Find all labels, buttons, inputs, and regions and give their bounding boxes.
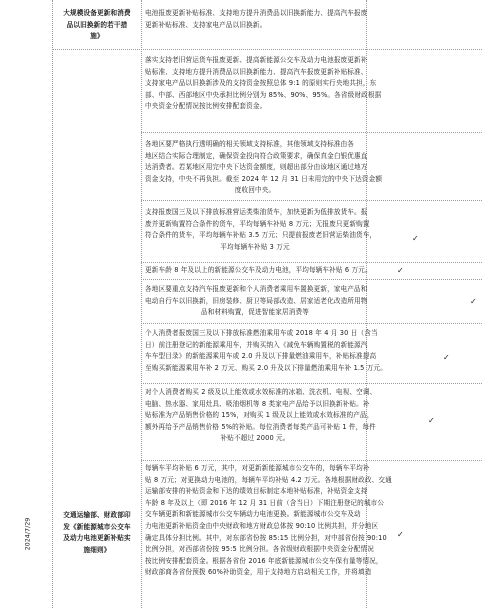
content-line: 贴 8 万元；对更换动力电池的，每辆车平均补贴 4.2 万元。各地根据财政政、交通: [145, 475, 392, 484]
policy-title-line: 发《新能源城市公交车: [63, 522, 131, 531]
content-line: 额外再给予产品销售价格 5%的补贴。每位消费者每类产品可补贴 1 件，每件: [145, 422, 376, 431]
content-line: 支持报废国三及以下排放标准营运类柴油货车，加快更新为低排放货车。报: [145, 208, 368, 216]
table-hline: [141, 200, 482, 201]
table-vline-1: [52, 0, 53, 608]
table-hline: [141, 279, 482, 280]
check-mark-icon: ✓: [397, 266, 404, 275]
content-line: 日）前注册登记的新能源乘用车，并购买纳入《减免车辆购置税的新能源汽: [145, 340, 368, 349]
policy-content-row-3: [145, 139, 383, 197]
policy-content-row-5: [145, 265, 372, 277]
policy-content-row-8: [145, 387, 377, 445]
policy-title-line: 交通运输部、财政部印: [63, 511, 131, 519]
content-line: 更新补贴标准、支持家电产品以旧换新。: [145, 20, 267, 29]
policy-date: 2024/7/29: [23, 517, 31, 551]
content-line: 财政部商各省份预拨 60%补助资金，用于支持地方启动相关工作，并将填造: [145, 568, 372, 577]
content-line: 比例分担，对西部省份按 95:5 比例分担。各省级财政根据中央资金分配情况: [145, 545, 374, 554]
content-line: 电脑、热水器、家用灶具、吸油烟机等 8 类家电产品给予以旧换新补贴。补: [145, 399, 370, 408]
table-hline: [52, 49, 482, 50]
content-line: 车龄 8 年及以上（即 2016 年 12 月 31 日前（含当日）下期注册登记的城市公: [145, 498, 385, 507]
content-line: 资金支持，中央不再负担。截至 2024 年 12 月 31 日未用完的中央下达资金额: [145, 174, 383, 183]
table-hline: [141, 262, 482, 263]
policy-title-line: 品以旧换新的若干措: [66, 20, 128, 29]
check-mark-icon: ✓: [412, 234, 419, 243]
policy-content-row-7: [145, 328, 388, 374]
table-vline-2: [141, 0, 142, 608]
policy-title-line: 大规模设备更新和消费: [63, 9, 131, 17]
policy-content-row-9: [145, 463, 392, 579]
content-line: 电动自行车以旧换新，旧房装修、厨卫等局部改造、居家适老化改造所用物: [145, 296, 368, 305]
content-line: 各地区要严格执行透明确的相关领域支持标准，其他领域支持标准由各: [145, 140, 355, 148]
content-line: 力电池更新补贴资金由中央财政和地方财政总体按 90:10 比例共担，并分地区: [145, 521, 379, 530]
policy-title-cell-bottom: [54, 510, 140, 556]
content-line: 按比例安排配套资金。根据各省份 2016 年底新能源城市公交车保有量等情况，: [145, 556, 383, 565]
content-line: 更新车龄 8 年及以上的新能源公交车及动力电池，平均每辆车补贴 6 万元。: [145, 266, 372, 274]
check-mark-icon: ✓: [443, 353, 450, 362]
content-line: 废并更新购置符合条件的货车，平均每辆车补贴 8 万元；无报废只更新购置: [145, 219, 370, 228]
policy-title-line: 及动力电池更新补贴实: [63, 534, 131, 543]
policy-title-line: 施》: [90, 32, 104, 41]
content-line: 至购买新能源乘用车补 2 万元、购买 2.0 升及以下排量燃油乘用车补 1.5 万元。: [145, 363, 388, 372]
content-line: 每辆车平均补贴 6 万元，其中，对更新新能源城市公交车的，每辆车平均补: [145, 464, 370, 472]
content-line: 支持家电产品以旧换新涉及的支持资金按照总体 9:1 的原则实行央地共担，东: [145, 79, 377, 88]
check-mark-icon: ✓: [470, 297, 477, 306]
content-line: 贴标准为产品销售价格的 15%，对购买 1 级及以上能效或水效标准的产品，: [145, 411, 374, 420]
content-line: 对个人消费者购买 2 级及以上能效或水效标准的冰箱、洗衣机、电视、空调、: [145, 388, 377, 396]
content-line: 中央资金分配情况按比例安排配套资金。: [145, 102, 267, 111]
content-line: 符合条件的货车，平均每辆车补贴 3.5 万元；只提前报废老旧营运柴油货车，: [145, 231, 377, 240]
policy-content-row-4: [145, 207, 377, 253]
policy-title-cell-top: [54, 8, 140, 43]
table-hline: [141, 323, 482, 324]
content-line: 交车辆更新和新能源城市公交车辆动力电池更换。新能源城市公交车及动: [145, 510, 361, 519]
content-line: 电池报废更新补贴标准、支持地方提升消费品以旧换新能力、提高汽车报废: [145, 9, 368, 17]
content-line: 贴标准、支持地方提升消费品以旧换新能力、提高汽车报废更新补贴标准、: [145, 67, 368, 76]
content-line: 各地区要重点支持汽车报废更新和个人消费者乘用车置换更新，家电产品和: [145, 285, 368, 293]
content-line: 度收回中央。: [234, 186, 276, 195]
content-line: 车车型目录》的新能源乘用车或 2.0 升及以下排量燃油乘用车，补贴标准提高: [145, 352, 377, 361]
table-hline: [141, 460, 482, 461]
policy-content-row-6: [145, 284, 368, 319]
policy-content-row-2: [145, 55, 382, 113]
content-line: 品和材料购置，促进智能家居消费等: [201, 308, 309, 317]
content-line: 运输部安排的补贴资金和下达的绩效目标制定本地补贴标准，补贴资金支持: [145, 487, 368, 496]
content-line: 达消费者。若某地区用完中央下达资金额度，则超出部分由该地区通过地方: [145, 163, 368, 172]
table-hline: [141, 383, 482, 384]
content-line: 个人消费者报废国三及以下排放标准燃油乘用车或 2018 年 4 月 30 日（含当: [145, 329, 378, 337]
table-hline: [141, 132, 482, 133]
content-line: 部、中部、西部地区中央承担比例分别为 85%、90%、95%。各省级财政根据: [145, 90, 382, 99]
content-line: 确定具体分担比例。其中，对东部省份按 85:15 比例分担，对中部省份按 90:10: [145, 533, 387, 542]
content-line: 补贴不超过 2000 元。: [220, 434, 290, 443]
check-mark-icon: ✓: [428, 416, 435, 425]
check-mark-icon: ✓: [397, 530, 404, 539]
policy-date-cell: [2, 510, 52, 558]
content-line: 落实支持老旧营运货车报废更新、提高新能源公交车及动力电池报废更新补: [145, 56, 368, 64]
policy-content-row-1: [145, 8, 368, 31]
content-line: 平均每辆车补贴 3 万元: [220, 242, 290, 251]
content-line: 地区结合实际合理制定，确保资金投向符合政策要求，确保真金白银优惠直: [145, 151, 368, 160]
policy-title-line: 施细则》: [83, 545, 111, 554]
